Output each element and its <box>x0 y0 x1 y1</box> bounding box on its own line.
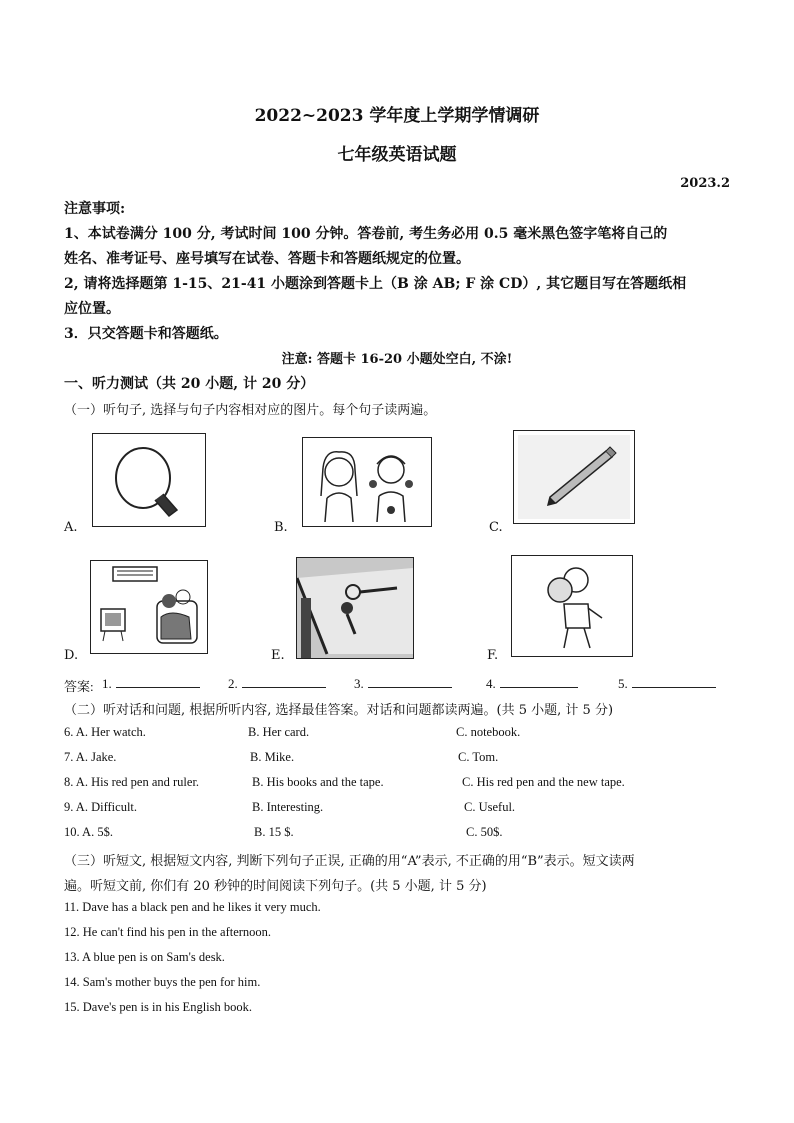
part-3-instruction-line2: 遍。听短文前, 你们有 20 秒钟的时间阅读下列句子。(共 5 小题, 计 5 分) <box>64 879 487 894</box>
answer-blank-4[interactable] <box>486 676 578 692</box>
statement-11: 11. Dave has a black pen and he likes it very much. <box>64 900 321 914</box>
answer-label: 答案: <box>64 679 94 694</box>
ping-pong-paddle-icon <box>92 433 206 527</box>
picture-label-d: D. <box>64 648 79 663</box>
q10-option-b: B. 15 $. <box>254 825 294 839</box>
answer-number-3: 3. <box>354 676 364 691</box>
q10-option-a: 10. A. 5$. <box>64 825 113 839</box>
picture-label-c: C. <box>489 520 503 535</box>
statement-12: 12. He can't find his pen in the afternoon. <box>64 925 272 939</box>
q9-option-c: C. Useful. <box>464 800 516 814</box>
answer-number-1: 1. <box>102 676 112 691</box>
statement-14: 14. Sam's mother buys the pen for him. <box>64 975 261 989</box>
q6-option-b: B. Her card. <box>248 725 310 739</box>
page-title: 2022~2023 学年度上学期学情调研 <box>254 106 540 126</box>
q7-option-c: C. Tom. <box>458 750 499 764</box>
page-subtitle: 七年级英语试题 <box>337 145 457 165</box>
q8-option-a: 8. A. His red pen and ruler. <box>64 775 200 789</box>
answer-line-5 <box>632 677 716 688</box>
statement-13: 13. A blue pen is on Sam's desk. <box>64 950 225 964</box>
picture-label-e: E. <box>271 648 285 663</box>
answer-blank-5[interactable] <box>618 676 716 692</box>
q6-option-a: 6. A. Her watch. <box>64 725 146 739</box>
keys-on-table-icon <box>296 557 414 659</box>
answer-number-2: 2. <box>228 676 238 691</box>
section-1-heading: 一、听力测试（共 20 小题, 计 20 分） <box>64 376 315 392</box>
part-2-instruction: （二）听对话和问题, 根据所听内容, 选择最佳答案。对话和问题都读两遍。(共 5 小题, 计 5 分) <box>64 703 614 718</box>
family-watching-tv-icon <box>90 560 208 654</box>
note-2-line1: 2, 请将选择题第 1-15、21-41 小题涂到答题卡上（B 涂 AB; F 涂 CD）, 其它题目写在答题纸相 <box>64 276 687 292</box>
answer-line-1 <box>116 677 200 688</box>
q9-option-a: 9. A. Difficult. <box>64 800 138 814</box>
q6-option-c: C. notebook. <box>456 725 521 739</box>
statement-15: 15. Dave's pen is in his English book. <box>64 1000 253 1014</box>
q10-option-c: C. 50$. <box>466 825 503 839</box>
answer-line-4 <box>500 677 578 688</box>
q8-option-b: B. His books and the tape. <box>252 775 384 789</box>
note-1-line1: 1、本试卷满分 100 分, 考试时间 100 分钟。答卷前, 考生务必用 0.5 毫米黑色签字笔将自己的 <box>64 226 668 242</box>
note-3: 3．只交答题卡和答题纸。 <box>64 326 228 342</box>
q7-option-a: 7. A. Jake. <box>64 750 117 764</box>
answer-line-2 <box>242 677 326 688</box>
picture-label-b: B. <box>274 520 288 535</box>
q9-option-b: B. Interesting. <box>252 800 324 814</box>
q8-option-c: C. His red pen and the new tape. <box>462 775 625 789</box>
note-2-line2: 应位置。 <box>64 301 120 317</box>
exam-date: 2023.2 <box>680 176 730 191</box>
part-1-instruction: （一）听句子, 选择与句子内容相对应的图片。每个句子读两遍。 <box>64 403 437 418</box>
answer-blank-2[interactable] <box>228 676 326 692</box>
answer-blank-3[interactable] <box>354 676 452 692</box>
answer-blank-1[interactable] <box>102 676 200 692</box>
boy-with-ball-icon <box>511 555 633 657</box>
note-1-line2: 姓名、准考证号、座号填写在试卷、答题卡和答题纸规定的位置。 <box>64 251 470 267</box>
answer-number-5: 5. <box>618 676 628 691</box>
two-girls-icon <box>302 437 432 527</box>
part-3-instruction-line1: （三）听短文, 根据短文内容, 判断下列句子正误, 正确的用“A”表示, 不正确的用“B”表示。短文读两 <box>64 854 635 869</box>
answer-number-4: 4. <box>486 676 496 691</box>
picture-label-f: F. <box>487 648 499 663</box>
notes-heading: 注意事项: <box>64 201 126 217</box>
q7-option-b: B. Mike. <box>250 750 295 764</box>
pencil-icon <box>513 430 635 524</box>
warning-note: 注意: 答题卡 16-20 小题处空白, 不涂! <box>281 352 513 367</box>
picture-label-a: A. <box>64 520 78 535</box>
answer-line-3 <box>368 677 452 688</box>
